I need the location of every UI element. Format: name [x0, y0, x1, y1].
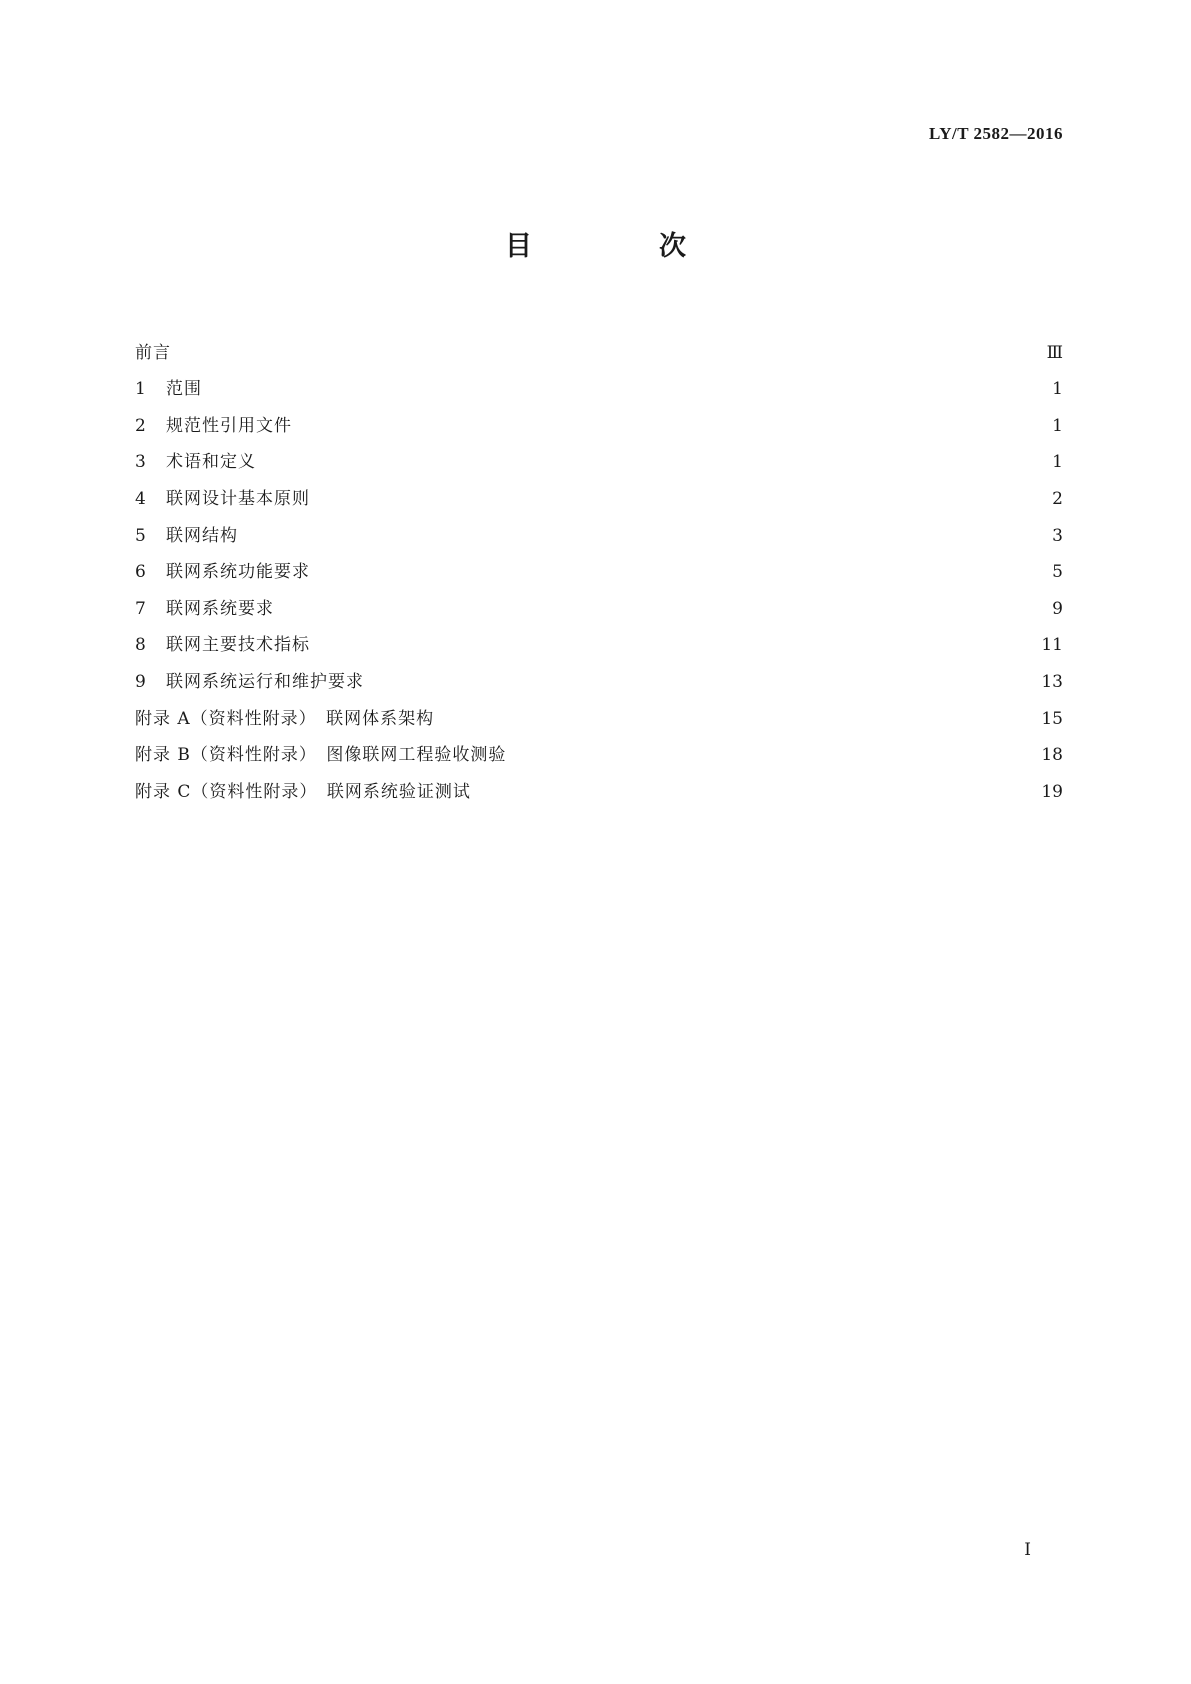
toc-entry-number: 1 — [135, 379, 146, 400]
toc-entry-label: 术语和定义 — [166, 452, 256, 473]
toc-entry-1[interactable] — [135, 363, 1063, 400]
toc-entry-page: 13 — [1041, 671, 1063, 692]
toc-entry-8[interactable] — [135, 619, 1063, 656]
toc-entry-page: 3 — [1052, 525, 1063, 546]
toc-entry-label: 联网系统要求 — [166, 598, 274, 619]
toc-entry-number: 8 — [135, 635, 146, 656]
standard-code: LY/T 2582—2016 — [928, 124, 1063, 143]
toc-entry-appendix-a[interactable] — [135, 692, 1063, 729]
toc-entry-number: 3 — [135, 452, 146, 473]
toc-entry-page: 1 — [1052, 452, 1063, 473]
toc-entry-3[interactable] — [135, 436, 1063, 473]
toc-entry-label: 联网系统运行和维护要求 — [166, 671, 364, 692]
toc-entry-appendix-b[interactable] — [135, 729, 1063, 766]
toc-entry-label: 附录 A（资料性附录） 联网体系架构 — [135, 708, 435, 729]
toc-entry-number: 2 — [135, 415, 146, 436]
toc-entry-label: 规范性引用文件 — [166, 415, 292, 436]
toc-entry-preface[interactable] — [135, 326, 1063, 363]
table-of-contents — [135, 326, 1063, 802]
toc-entry-page: 2 — [1052, 488, 1063, 509]
toc-entry-9[interactable] — [135, 655, 1063, 692]
toc-entry-number: 9 — [135, 671, 146, 692]
toc-entry-label: 联网结构 — [166, 525, 238, 546]
toc-entry-2[interactable] — [135, 399, 1063, 436]
toc-entry-label: 附录 C（资料性附录） 联网系统验证测试 — [135, 781, 471, 802]
toc-entry-label: 范围 — [166, 379, 202, 400]
toc-entry-label: 附录 B（资料性附录） 图像联网工程验收测验 — [135, 745, 507, 766]
toc-entry-number: 6 — [135, 562, 146, 583]
toc-entry-6[interactable] — [135, 546, 1063, 583]
page-number: I — [1024, 1540, 1031, 1560]
toc-entry-number: 5 — [135, 525, 146, 546]
toc-entry-page: 1 — [1052, 379, 1063, 400]
toc-entry-page: 18 — [1041, 745, 1063, 766]
toc-entry-page: 9 — [1052, 598, 1063, 619]
toc-entry-5[interactable] — [135, 509, 1063, 546]
toc-entry-appendix-c[interactable] — [135, 765, 1063, 802]
toc-entry-page: 11 — [1041, 635, 1063, 656]
toc-entry-number: 4 — [135, 488, 146, 509]
toc-entry-label: 联网主要技术指标 — [166, 635, 310, 656]
toc-entry-label: 联网设计基本原则 — [166, 488, 310, 509]
toc-entry-page: 15 — [1041, 708, 1063, 729]
toc-entry-4[interactable] — [135, 472, 1063, 509]
toc-entry-page: 5 — [1052, 562, 1063, 583]
toc-entry-page: Ⅲ — [1046, 342, 1063, 363]
toc-entry-7[interactable] — [135, 582, 1063, 619]
page-title: 目 次 — [505, 231, 736, 262]
toc-entry-number: 7 — [135, 598, 146, 619]
toc-entry-page: 19 — [1041, 781, 1063, 802]
toc-entry-label: 前言 — [135, 342, 171, 363]
toc-entry-label: 联网系统功能要求 — [166, 562, 310, 583]
toc-entry-page: 1 — [1052, 415, 1063, 436]
